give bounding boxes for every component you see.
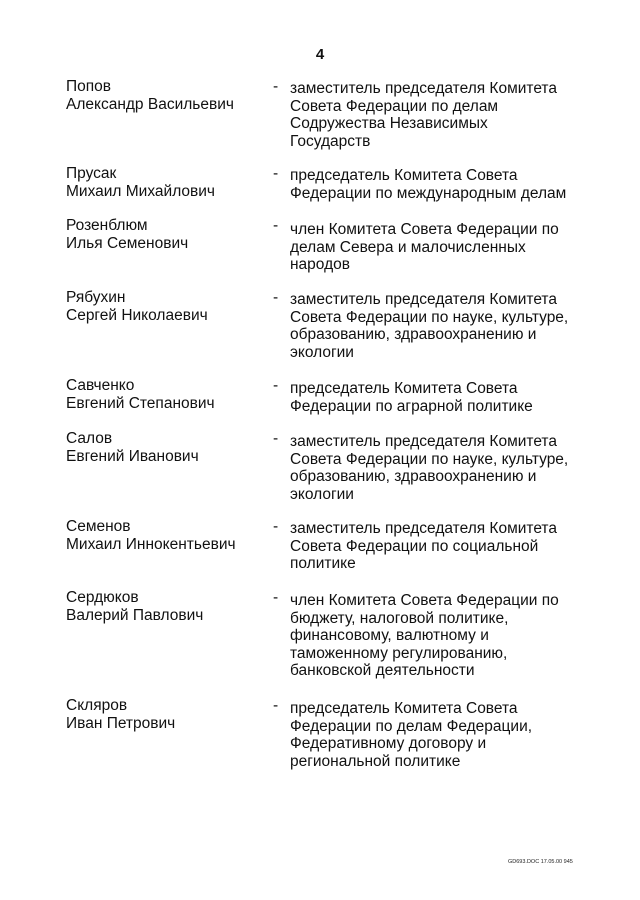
position-line: Федерации по международным делам	[290, 184, 567, 202]
member-given-name: Евгений Степанович	[66, 395, 215, 412]
dash-separator: -	[273, 589, 279, 606]
member-surname: Прусак	[66, 165, 117, 182]
position-line: член Комитета Совета Федерации по	[290, 221, 559, 238]
member-position	[290, 291, 590, 361]
member-name	[66, 289, 266, 325]
member-surname: Рябухин	[66, 289, 126, 306]
member-position	[290, 80, 590, 150]
page-number: 4	[315, 46, 325, 63]
member-surname: Сердюков	[66, 589, 139, 606]
position-line: Содружества Независимых	[290, 115, 488, 133]
position-line: Федерации по делам Федерации,	[290, 717, 533, 735]
member-name	[66, 697, 266, 733]
dash-separator: -	[273, 289, 279, 306]
member-name	[66, 430, 266, 466]
position-line: Совета Федерации по науке, культуре,	[290, 308, 569, 326]
member-name	[66, 217, 266, 253]
member-surname: Скляров	[66, 697, 128, 714]
member-surname: Савченко	[66, 377, 135, 394]
member-given-name: Евгений Иванович	[66, 448, 199, 465]
position-line: образованию, здравоохранению и	[290, 326, 537, 344]
position-line: заместитель председателя Комитета	[290, 80, 557, 97]
position-line: банковской деятельности	[290, 662, 475, 680]
member-position	[290, 167, 590, 202]
member-position	[290, 592, 590, 680]
member-name	[66, 518, 266, 554]
position-line: бюджету, налоговой политике,	[290, 609, 509, 627]
member-name	[66, 377, 266, 413]
position-line: заместитель председателя Комитета	[290, 520, 557, 537]
position-line: председатель Комитета Совета	[290, 380, 518, 397]
position-line: Совета Федерации по делам	[290, 97, 499, 115]
member-name	[66, 165, 266, 201]
member-given-name: Михаил Иннокентьевич	[66, 536, 236, 553]
position-line: экологии	[290, 343, 354, 361]
position-line: председатель Комитета Совета	[290, 700, 518, 717]
position-line: заместитель председателя Комитета	[290, 433, 557, 450]
member-position	[290, 221, 590, 274]
member-position	[290, 433, 590, 503]
document-footer: GD693.DOC 17.05.00 945	[508, 859, 573, 865]
position-line: заместитель председателя Комитета	[290, 291, 557, 308]
dash-separator: -	[273, 217, 279, 234]
position-line: экологии	[290, 485, 354, 503]
position-line: делам Севера и малочисленных	[290, 238, 526, 256]
position-line: Государств	[290, 132, 371, 150]
position-line: Совета Федерации по социальной	[290, 537, 539, 555]
member-given-name: Иван Петрович	[66, 715, 176, 732]
dash-separator: -	[273, 518, 279, 535]
position-line: Федеративному договору и	[290, 735, 487, 753]
member-name	[66, 589, 266, 625]
position-line: таможенному регулированию,	[290, 644, 508, 662]
member-given-name: Илья Семенович	[66, 235, 189, 252]
position-line: народов	[290, 256, 350, 274]
member-given-name: Александр Васильевич	[66, 96, 234, 113]
position-line: региональной политике	[290, 752, 461, 770]
position-line: председатель Комитета Совета	[290, 167, 518, 184]
member-given-name: Валерий Павлович	[66, 607, 204, 624]
member-surname: Семенов	[66, 518, 131, 535]
member-name	[66, 78, 266, 114]
dash-separator: -	[273, 165, 279, 182]
position-line: финансовому, валютному и	[290, 627, 489, 645]
dash-separator: -	[273, 430, 279, 447]
dash-separator: -	[273, 697, 279, 714]
position-line: Совета Федерации по науке, культуре,	[290, 450, 569, 468]
member-position	[290, 700, 590, 770]
member-position	[290, 520, 590, 573]
member-surname: Салов	[66, 430, 113, 447]
position-line: образованию, здравоохранению и	[290, 468, 537, 486]
dash-separator: -	[273, 377, 279, 394]
member-surname: Розенблюм	[66, 217, 148, 234]
position-line: политике	[290, 555, 356, 573]
member-given-name: Михаил Михайлович	[66, 183, 216, 200]
member-position	[290, 380, 590, 415]
dash-separator: -	[273, 78, 279, 95]
member-surname: Попов	[66, 78, 112, 95]
position-line: Федерации по аграрной политике	[290, 397, 533, 415]
position-line: член Комитета Совета Федерации по	[290, 592, 559, 609]
member-given-name: Сергей Николаевич	[66, 307, 208, 324]
